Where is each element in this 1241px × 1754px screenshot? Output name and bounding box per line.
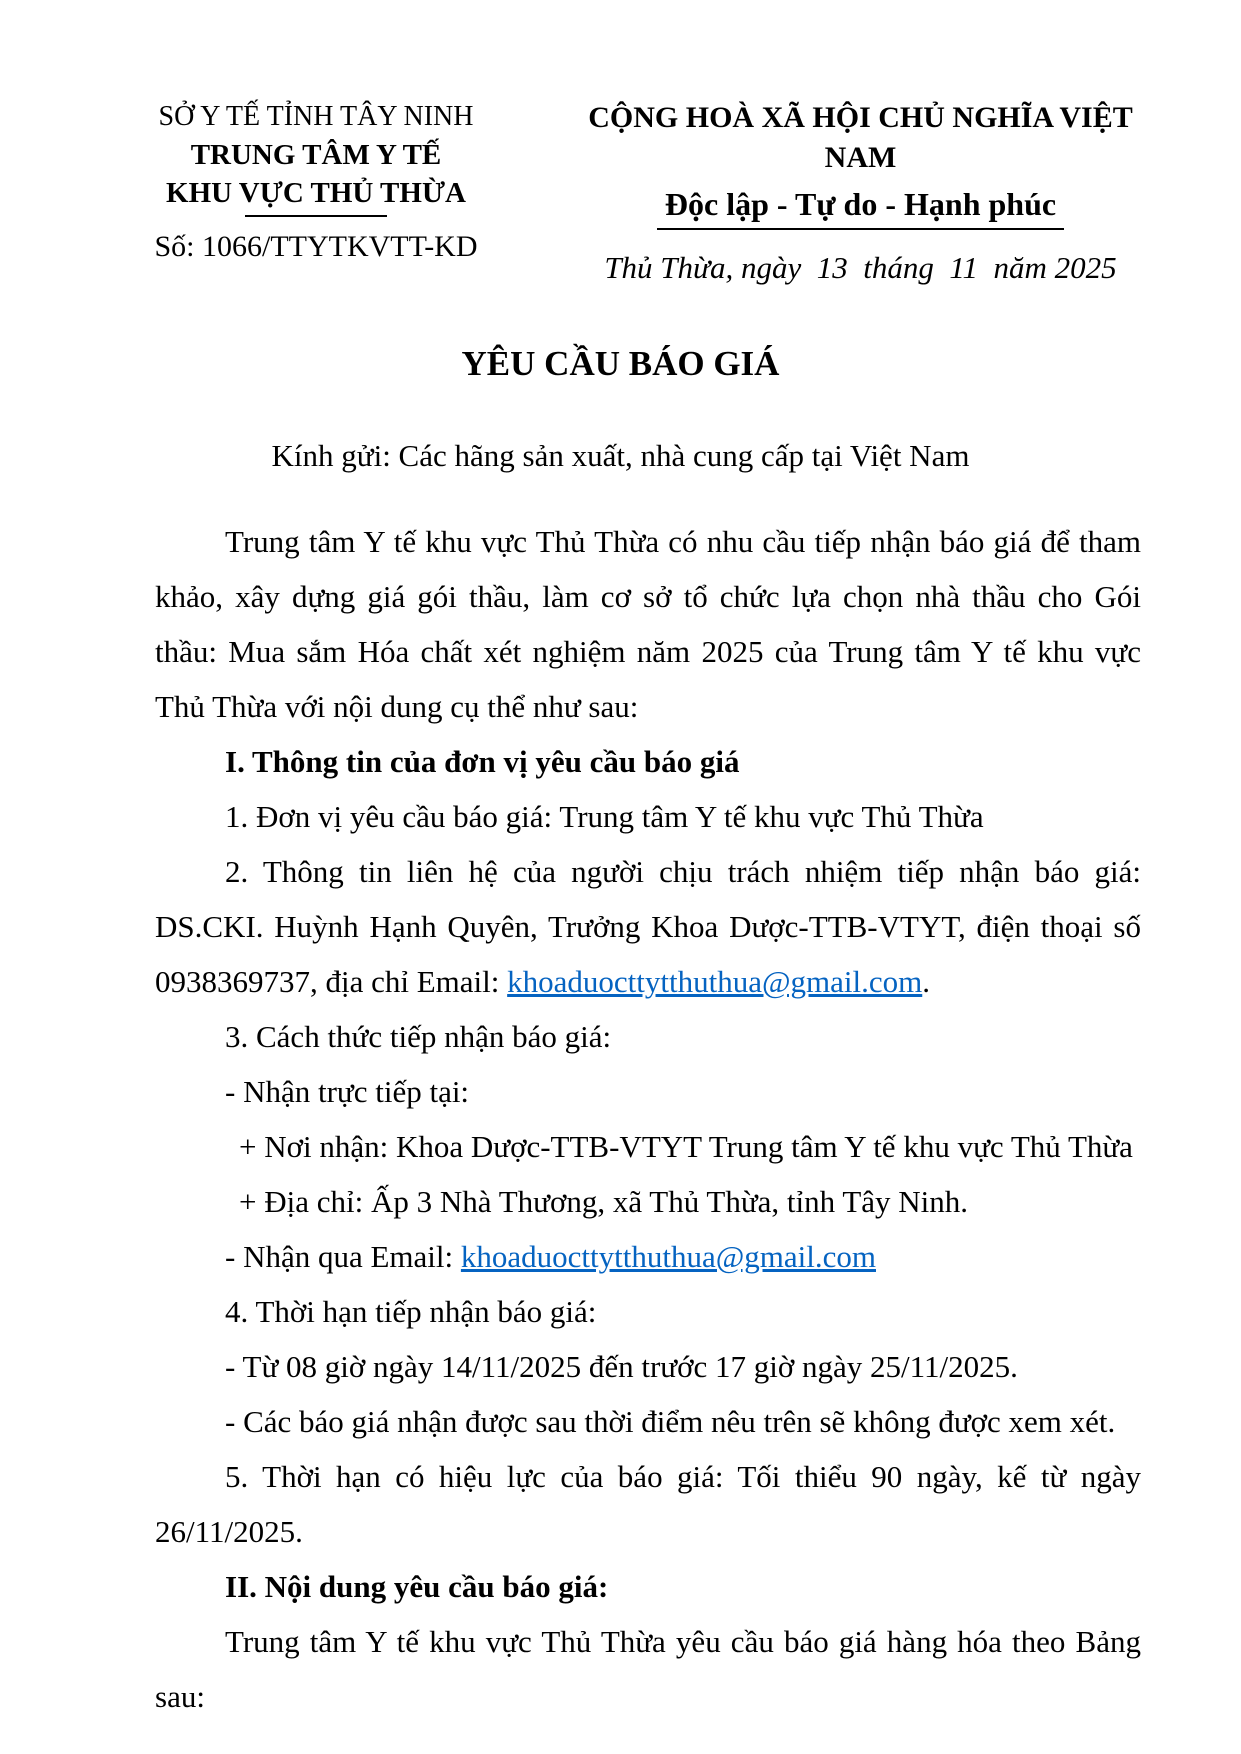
org-name-line1: TRUNG TÂM Y TẾ xyxy=(190,139,442,171)
text-run: 5. Thời hạn có hiệu lực của báo giá: Tối thiểu 90 ngày, kế từ ngày 26/11/2025. xyxy=(155,1459,1141,1549)
item-4-late-note xyxy=(155,1394,1141,1449)
text-run: - Các báo giá nhận được sau thời điểm nêu trên sẽ không được xem xét. xyxy=(225,1404,1116,1439)
org-name-line2: KHU VỰC THỦ THỪA xyxy=(166,177,466,209)
national-title: CỘNG HOÀ XÃ HỘI CHỦ NGHĨA VIỆT NAM xyxy=(588,101,1133,174)
text-run: 1. Đơn vị yêu cầu báo giá: Trung tâm Y tế khu vực Thủ Thừa xyxy=(225,799,984,834)
national-header-block xyxy=(568,98,1153,286)
text-run: - Từ 08 giờ ngày 14/11/2025 đến trước 17 giờ ngày 25/11/2025. xyxy=(225,1349,1018,1384)
salutation-line: Kính gửi: Các hãng sản xuất, nhà cung cấp tại Việt Nam xyxy=(271,438,970,473)
section-ii-heading xyxy=(155,1559,1141,1614)
item-3-direct-address xyxy=(155,1174,1141,1229)
text-run: . xyxy=(922,964,930,999)
item-5-validity xyxy=(155,1449,1141,1559)
document-header xyxy=(0,0,1241,286)
text-run: + Nơi nhận: Khoa Dược-TTB-VTYT Trung tâm Y tế khu vực Thủ Thừa xyxy=(239,1129,1133,1164)
email-link[interactable]: khoaduocttytthuthua@gmail.com xyxy=(507,964,923,999)
place-and-date-line: Thủ Thừa, ngày 13 tháng 11 năm 2025 xyxy=(604,250,1117,285)
text-run: Trung tâm Y tế khu vực Thủ Thừa có nhu cầu tiếp nhận báo giá để tham khảo, xây dựng giá gói thầu, làm cơ sở tổ chức lựa chọn nhà thầu cho Gói thầu: Mua sắm Hóa chất xét nghiệm năm 2025 của Trung tâm Y tế khu vực Thủ Thừa với nội dung cụ thể như sau: xyxy=(155,524,1141,724)
text-run: I. Thông tin của đơn vị yêu cầu báo giá xyxy=(225,744,740,779)
text-run: + Địa chỉ: Ấp 3 Nhà Thương, xã Thủ Thừa, tỉnh Tây Ninh. xyxy=(239,1184,969,1219)
item-4-deadline-range xyxy=(155,1339,1141,1394)
email-link[interactable]: khoaduocttytthuthua@gmail.com xyxy=(460,1239,876,1274)
item-1-requesting-unit xyxy=(155,789,1141,844)
item-3-receiving-method xyxy=(155,1009,1141,1064)
item-2-contact-info xyxy=(155,844,1141,1009)
text-run: II. Nội dung yêu cầu báo giá: xyxy=(225,1569,609,1604)
text-run: 3. Cách thức tiếp nhận báo giá: xyxy=(225,1019,612,1054)
parent-agency-name: SỞ Y TẾ TỈNH TÂY NINH xyxy=(158,101,474,132)
text-run: - Nhận qua Email: xyxy=(225,1239,461,1274)
item-4-deadline xyxy=(155,1284,1141,1339)
closing-paragraph xyxy=(155,1614,1141,1724)
section-i-heading xyxy=(155,734,1141,789)
text-run: - Nhận trực tiếp tại: xyxy=(225,1074,470,1109)
document-body xyxy=(155,514,1141,1724)
item-3-direct-place xyxy=(155,1119,1141,1174)
item-3-via-email xyxy=(155,1229,1141,1284)
document-title: YÊU CẦU BÁO GIÁ xyxy=(461,344,780,383)
national-motto: Độc lập - Tự do - Hạnh phúc xyxy=(657,182,1064,230)
text-run: Trung tâm Y tế khu vực Thủ Thừa yêu cầu báo giá hàng hóa theo Bảng sau: xyxy=(155,1624,1141,1714)
issuing-org-block xyxy=(140,98,492,286)
text-run: 2. Thông tin liên hệ của người chịu trách nhiệm tiếp nhận báo giá: DS.CKI. Huỳnh Hạnh Quyên, Trưởng Khoa Dược-TTB-VTYT, điện thoại số 0938369737, địa chỉ Email: xyxy=(155,854,1141,999)
text-run: 4. Thời hạn tiếp nhận báo giá: xyxy=(225,1294,597,1329)
intro-paragraph xyxy=(155,514,1141,734)
org-underline-rule xyxy=(245,215,387,217)
document-number: Số: 1066/TTYTKVTT-KD xyxy=(154,230,478,263)
item-3-direct xyxy=(155,1064,1141,1119)
